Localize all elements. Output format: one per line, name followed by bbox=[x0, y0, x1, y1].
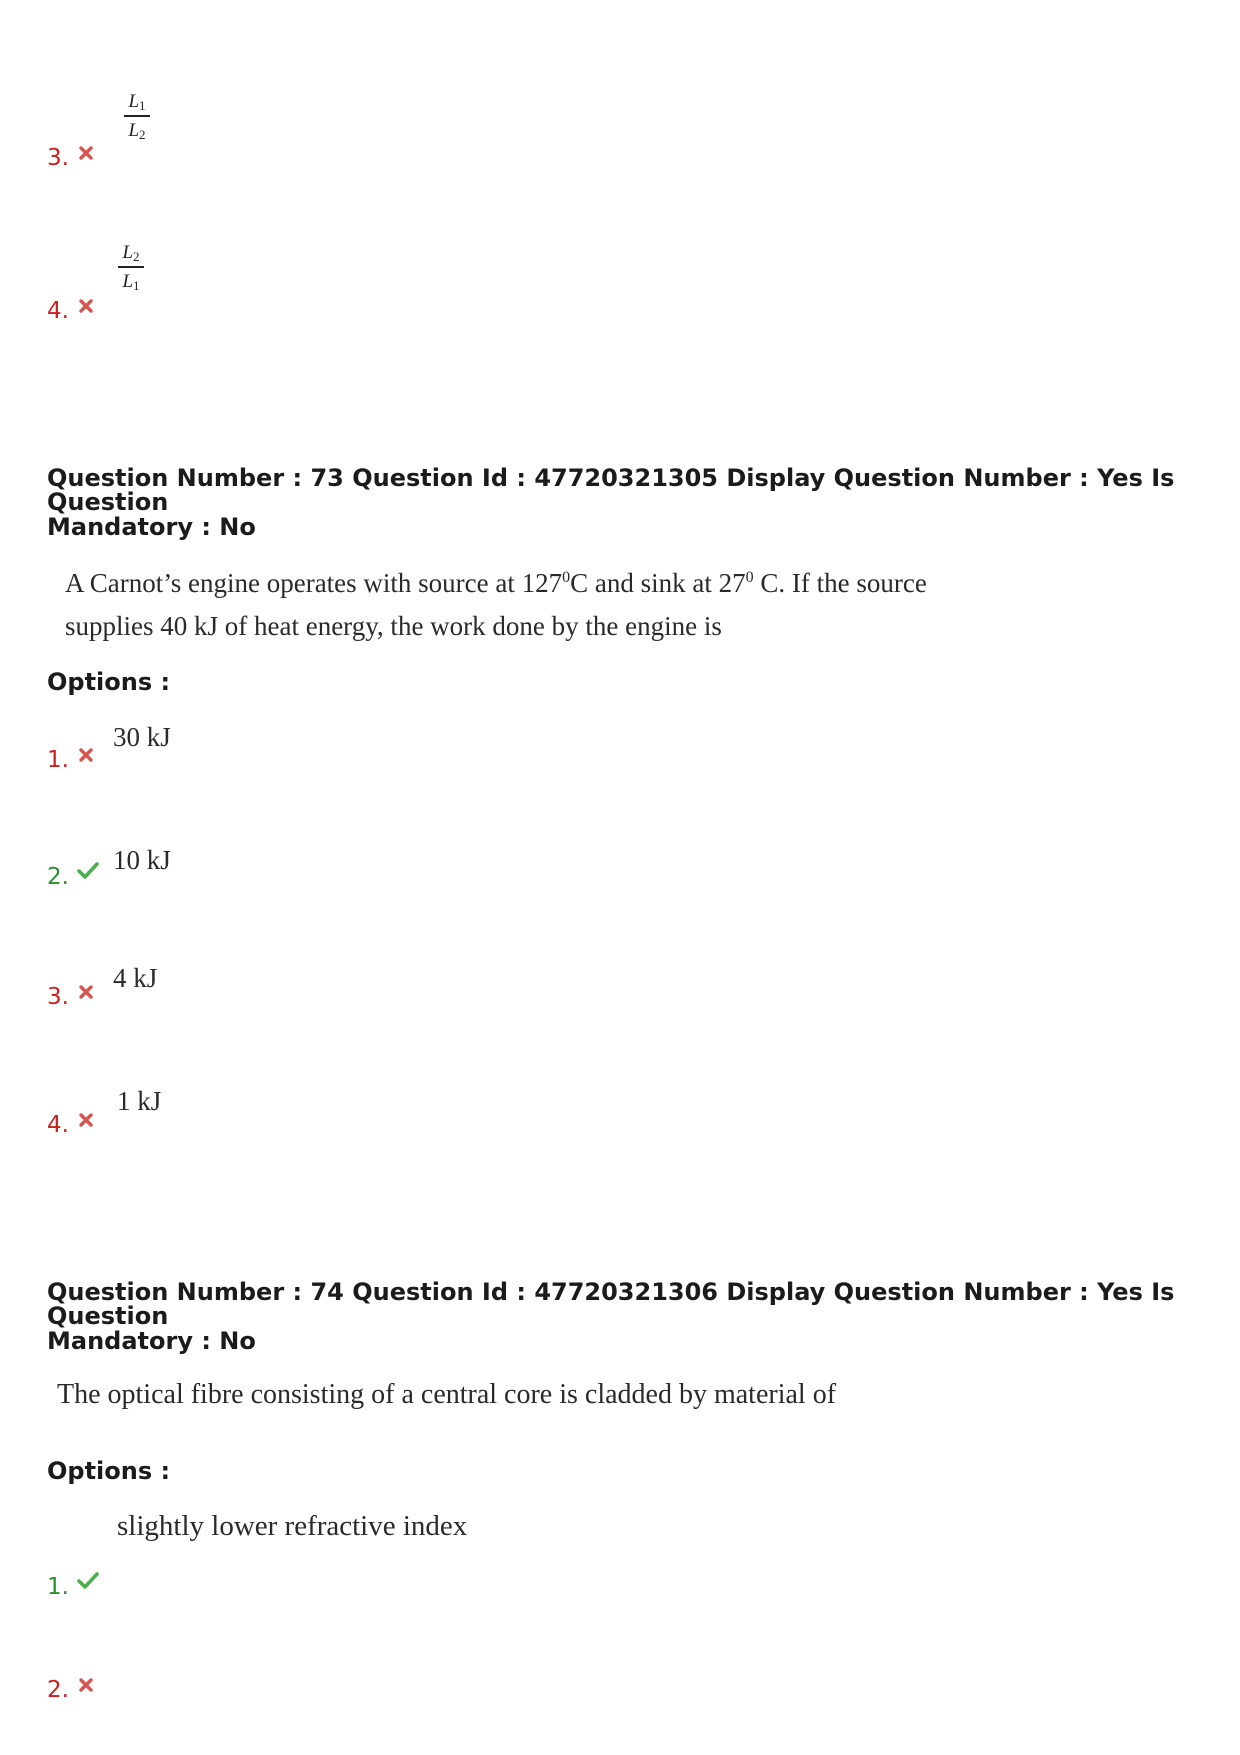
fraction-bar bbox=[118, 266, 144, 268]
options-label: Options : bbox=[47, 1457, 171, 1485]
question-73-header: Question Number : 73 Question Id : 47720321305 Display Question Number : Yes Is Question bbox=[47, 464, 1175, 516]
denominator: L bbox=[122, 270, 134, 292]
check-icon bbox=[77, 862, 99, 880]
cross-icon bbox=[78, 145, 94, 161]
numerator-sub: 2 bbox=[133, 249, 140, 264]
denominator: L bbox=[128, 119, 140, 141]
option-number: 1. bbox=[47, 1574, 69, 1600]
superscript: 0 bbox=[745, 569, 754, 586]
cross-icon bbox=[78, 1112, 94, 1128]
question-73-mandatory: Mandatory : No bbox=[47, 513, 256, 541]
text-part: A Carnot’s engine operates with source at 127 bbox=[65, 568, 563, 598]
fraction-option-4[interactable] bbox=[118, 243, 144, 292]
denominator-sub: 1 bbox=[133, 277, 140, 293]
option-number: 2. bbox=[47, 1677, 69, 1703]
cross-icon bbox=[78, 984, 94, 1000]
numerator: L bbox=[128, 91, 140, 112]
question-73-text-line1 bbox=[65, 570, 927, 597]
text-part: C. If the source bbox=[753, 568, 927, 598]
question-74-mandatory: Mandatory : No bbox=[47, 1327, 256, 1355]
option-4-text[interactable]: 1 kJ bbox=[117, 1086, 162, 1116]
superscript: 0 bbox=[562, 569, 571, 586]
check-icon bbox=[77, 1572, 99, 1590]
cross-icon bbox=[78, 1677, 94, 1693]
question-73-text-line2: supplies 40 kJ of heat energy, the work done by the engine is bbox=[65, 611, 722, 641]
option-1-text[interactable]: 30 kJ bbox=[113, 722, 171, 752]
question-74-header: Question Number : 74 Question Id : 47720321306 Display Question Number : Yes Is Question bbox=[47, 1278, 1175, 1330]
option-2-text[interactable]: 10 kJ bbox=[113, 845, 171, 875]
fraction-bar bbox=[124, 115, 150, 117]
cross-icon bbox=[78, 298, 94, 314]
cross-icon bbox=[78, 747, 94, 763]
denominator-sub: 2 bbox=[139, 126, 146, 142]
question-74-text: The optical fibre consisting of a central core is cladded by material of bbox=[57, 1379, 837, 1410]
numerator: L bbox=[122, 242, 134, 263]
options-label: Options : bbox=[47, 668, 171, 696]
numerator-sub: 1 bbox=[139, 98, 146, 113]
text-part: C and sink at 27 bbox=[570, 568, 746, 598]
option-number: 4. bbox=[47, 1112, 69, 1138]
option-1-text[interactable]: slightly lower refractive index bbox=[117, 1510, 468, 1542]
option-3-text[interactable]: 4 kJ bbox=[113, 963, 158, 993]
option-number: 2. bbox=[47, 864, 69, 890]
option-number: 3. bbox=[47, 984, 69, 1010]
option-number: 3. bbox=[47, 145, 69, 171]
option-number: 4. bbox=[47, 298, 69, 324]
option-number: 1. bbox=[47, 747, 69, 773]
fraction-option-3[interactable] bbox=[124, 92, 150, 141]
